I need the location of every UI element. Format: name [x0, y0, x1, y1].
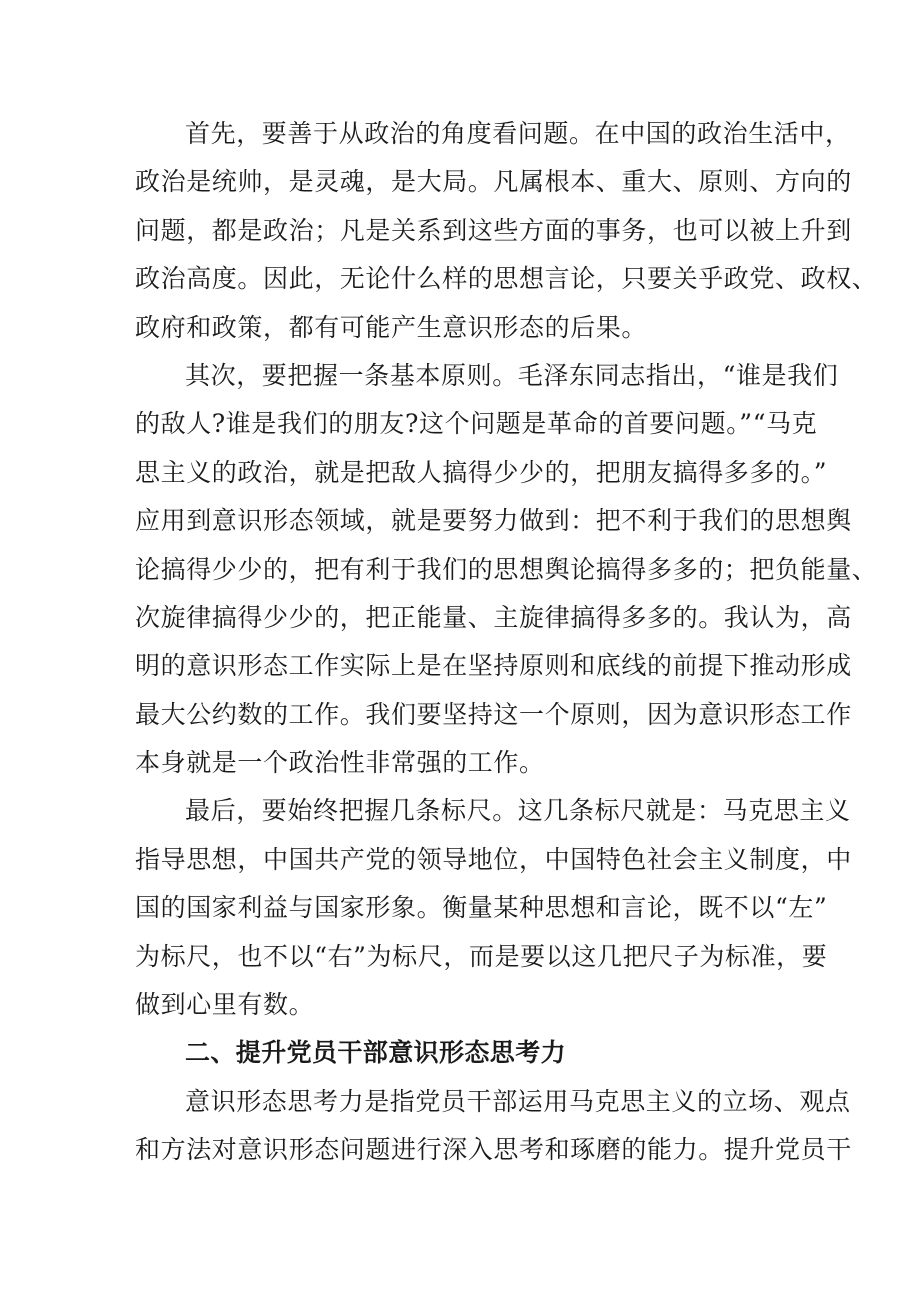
text-line: 最大公约数的工作。我们要坚持这一个原则，因为意识形态工作: [135, 699, 852, 729]
text-line: 政治高度。因此，无论什么样的思想言论，只要关乎政党、政权、: [135, 264, 878, 294]
text-line: 最后，要始终把握几条标尺。这几条标尺就是：马克思主义: [185, 796, 851, 826]
text-line: 应用到意识形态领域，就是要努力做到：把不利于我们的思想舆: [135, 506, 852, 536]
section-heading: [135, 1029, 815, 1077]
text-line: 政治是统帅，是灵魂，是大局。凡属根本、重大、原则、方向的: [135, 167, 852, 197]
text-line: 问题，都是政治；凡是关系到这些方面的事务，也可以被上升到: [135, 215, 852, 245]
text-line: 首先，要善于从政治的角度看问题。在中国的政治生活中，: [185, 119, 851, 148]
paragraph-basic-principle: [135, 352, 878, 788]
text-line: 国的国家利益与国家形象。衡量某种思想和言论，既不以“左”: [135, 893, 828, 923]
text-line: 政府和政策，都有可能产生意识形态的后果。: [135, 312, 648, 342]
section-heading-text: 二、提升党员干部意识形态思考力: [185, 1038, 567, 1068]
paragraph-standards: [135, 787, 852, 1029]
text-line: 和方法对意识形态问题进行深入思考和琢磨的能力。提升党员干: [135, 1135, 852, 1165]
paragraph-thinking-ability: [135, 1078, 852, 1175]
text-line: 指导思想，中国共产党的领导地位，中国特色社会主义制度，中: [135, 844, 852, 874]
text-line: 其次，要把握一条基本原则。毛泽东同志指出，“谁是我们: [185, 360, 839, 390]
document-body: [135, 110, 878, 1175]
text-line: 为标尺，也不以“右”为标尺，而是要以这几把尺子为标准，要: [135, 941, 828, 971]
text-line: 本身就是一个政治性非常强的工作。: [135, 748, 545, 778]
paragraph-political-perspective: [135, 110, 878, 352]
text-line: 次旋律搞得少少的，把正能量、主旋律搞得多多的。我认为，高: [135, 602, 852, 632]
text-line: 明的意识形态工作实际上是在坚持原则和底线的前提下推动形成: [135, 651, 852, 681]
text-line: 思主义的政治，就是把敌人搞得少少的，把朋友搞得多多的。”: [135, 457, 828, 487]
text-line: 的敌人?谁是我们的朋友?这个问题是革命的首要问题。”“马克: [135, 409, 818, 439]
text-line: 论搞得少少的，把有利于我们的思想舆论搞得多多的；把负能量、: [135, 554, 878, 584]
text-line: 做到心里有数。: [135, 990, 315, 1020]
text-line: 意识形态思考力是指党员干部运用马克思主义的立场、观点: [185, 1086, 851, 1116]
